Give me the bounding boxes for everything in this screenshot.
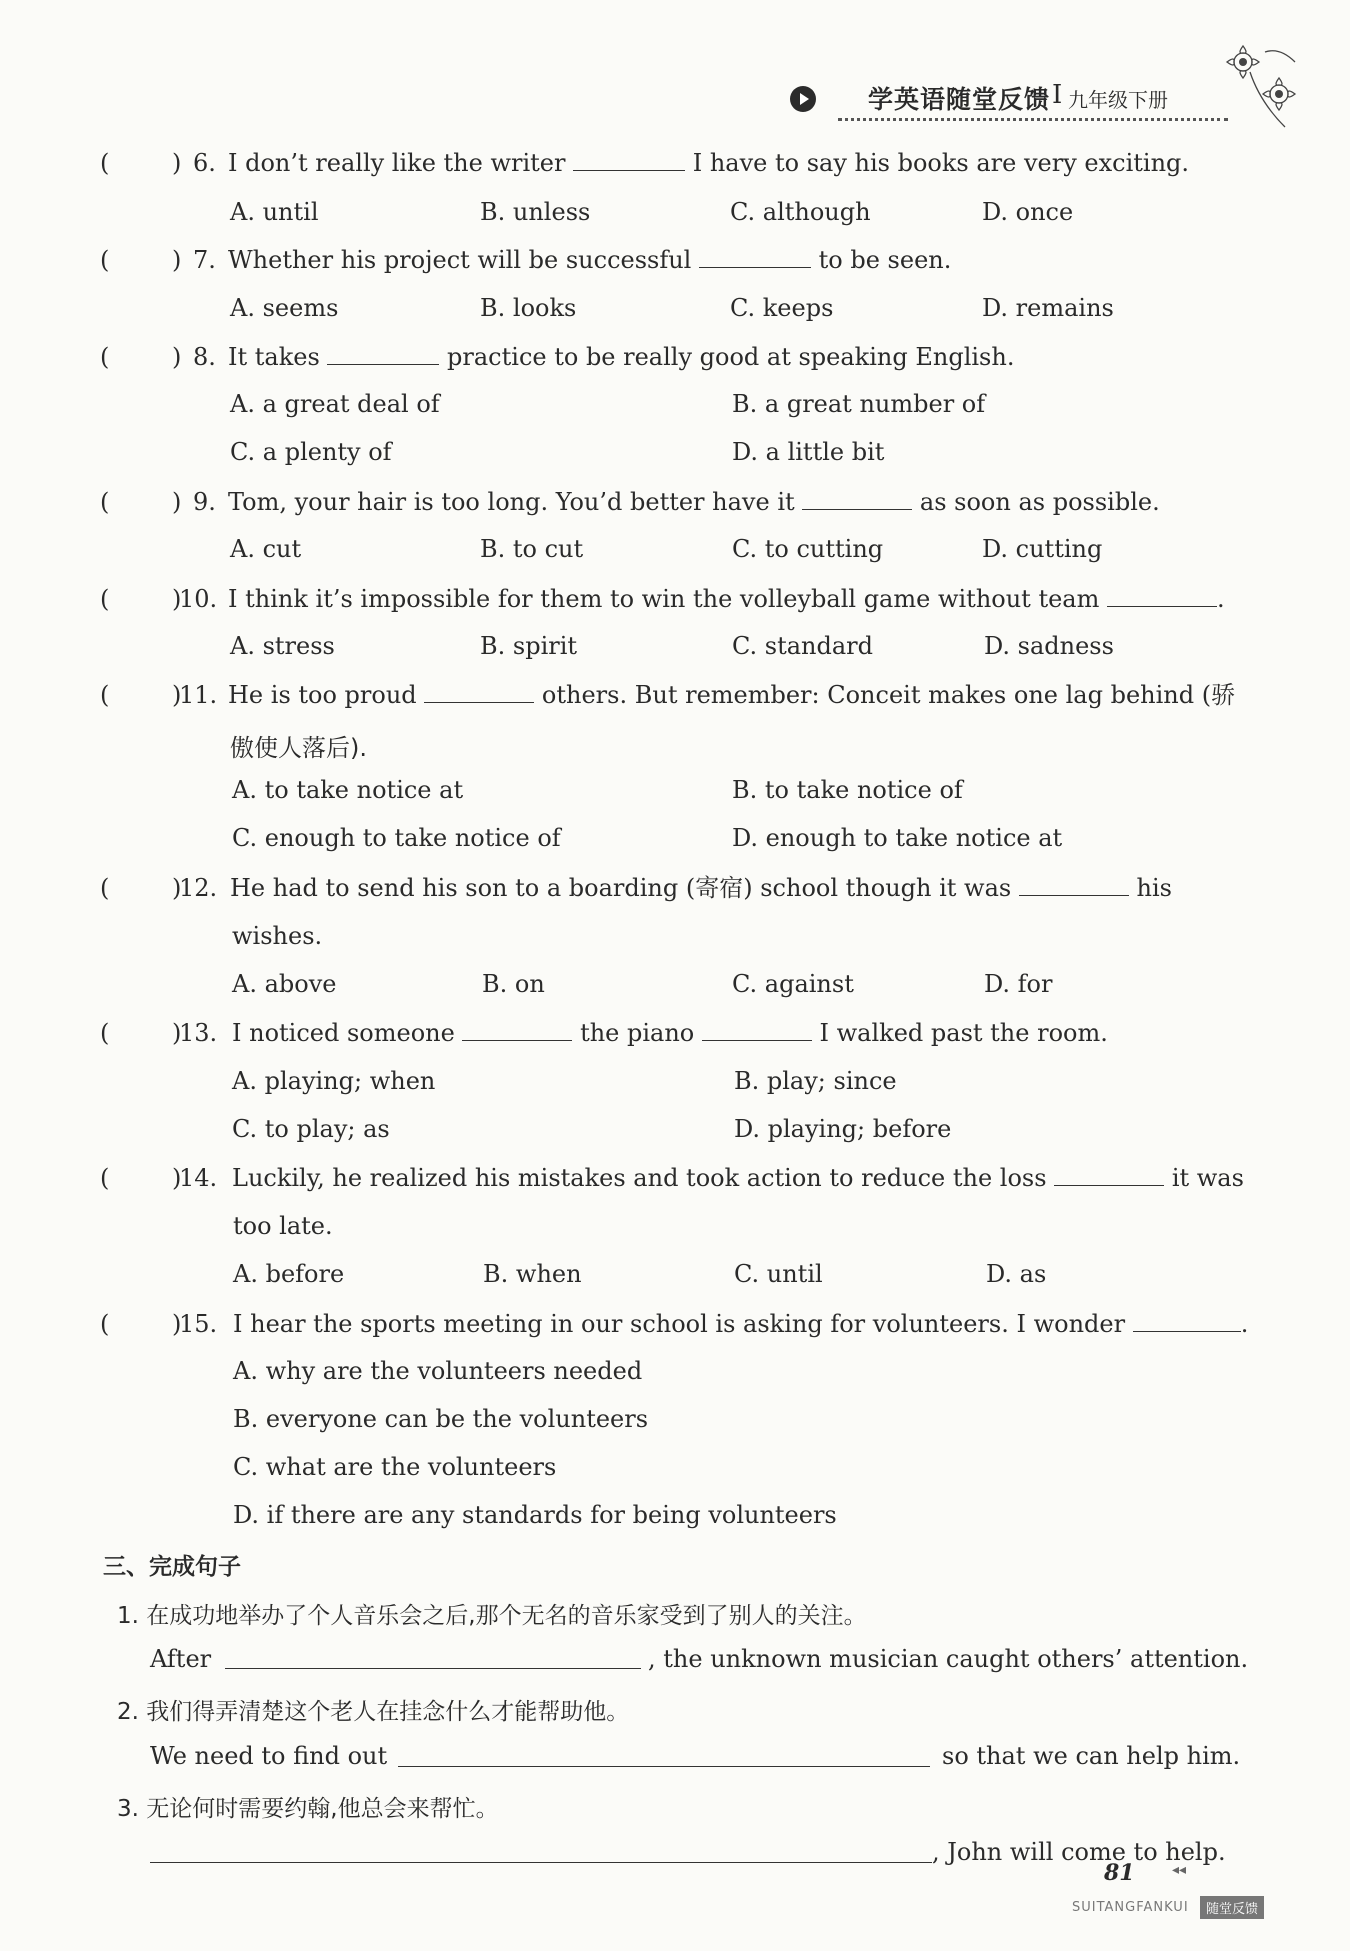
question-12: ( ) 12. He had to send his son to a boarding (寄宿) school though it was his bbox=[100, 874, 1172, 902]
back-arrows-icon: ◂◂ bbox=[1172, 1862, 1187, 1878]
answer-blank[interactable] bbox=[699, 245, 811, 268]
option-d[interactable]: D. once bbox=[982, 198, 1074, 226]
question-number: 10. bbox=[179, 585, 218, 613]
answer-blank[interactable] bbox=[327, 342, 439, 365]
option-a[interactable]: A. until bbox=[230, 198, 319, 226]
answer-blank[interactable] bbox=[802, 487, 912, 510]
footer-badge: 随堂反馈 bbox=[1200, 1896, 1264, 1919]
option-d[interactable]: D. if there are any standards for being volunteers bbox=[233, 1501, 837, 1529]
option-c[interactable]: C. enough to take notice of bbox=[232, 824, 561, 852]
flower-decoration-icon bbox=[1205, 32, 1315, 132]
translation-prompt-1: 1. 在成功地举办了个人音乐会之后,那个无名的音乐家受到了别人的关注。 bbox=[117, 1603, 867, 1629]
book-title: 学英语随堂反馈 bbox=[868, 85, 1051, 114]
question-number: 9. bbox=[193, 488, 216, 516]
option-b[interactable]: B. on bbox=[482, 970, 545, 998]
question-15: ( ) 15. I hear the sports meeting in our school is asking for volunteers. I wonder . bbox=[100, 1310, 1249, 1338]
option-d[interactable]: D. a little bit bbox=[732, 438, 885, 466]
question-stem-continued: too late. bbox=[233, 1212, 333, 1240]
answer-line-1[interactable] bbox=[225, 1668, 641, 1669]
question-number: 6. bbox=[193, 149, 216, 177]
answer-blank[interactable] bbox=[1054, 1163, 1164, 1186]
answer-line-3[interactable] bbox=[150, 1862, 932, 1863]
option-c[interactable]: C. to cutting bbox=[732, 535, 884, 563]
option-a[interactable]: A. why are the volunteers needed bbox=[233, 1357, 643, 1385]
option-b[interactable]: B. spirit bbox=[480, 632, 578, 660]
question-7: ( ) 7. Whether his project will be successful to be seen. bbox=[100, 246, 952, 274]
question-number: 7. bbox=[193, 246, 216, 274]
option-c[interactable]: C. until bbox=[734, 1260, 823, 1288]
option-b[interactable]: B. a great number of bbox=[732, 390, 986, 418]
option-a[interactable]: A. to take notice at bbox=[232, 776, 464, 804]
option-a[interactable]: A. before bbox=[233, 1260, 345, 1288]
answer-line-2[interactable] bbox=[398, 1766, 930, 1767]
question-stem: I don’t really like the writer I have to say his books are very exciting. bbox=[228, 149, 1190, 177]
answer-blank[interactable] bbox=[1019, 873, 1129, 896]
translation-prompt-2: 2. 我们得弄清楚这个老人在挂念什么才能帮助他。 bbox=[117, 1699, 630, 1725]
question-number: 15. bbox=[179, 1310, 218, 1338]
option-d[interactable]: D. playing; before bbox=[734, 1115, 952, 1143]
sentence-2-end: so that we can help him. bbox=[942, 1742, 1241, 1770]
sentence-1-start: After bbox=[150, 1645, 212, 1673]
option-a[interactable]: A. a great deal of bbox=[230, 390, 440, 418]
question-stem-continued: 傲使人落后). bbox=[230, 734, 367, 762]
question-stem: Tom, your hair is too long. You’d better have it as soon as possible. bbox=[228, 488, 1160, 516]
question-11: ( ) 11. He is too proud others. But remember: Conceit makes one lag behind (骄 bbox=[100, 681, 1236, 709]
question-stem: I noticed someone the piano I walked past the room. bbox=[232, 1019, 1108, 1047]
answer-blank[interactable] bbox=[702, 1018, 812, 1041]
question-stem: I think it’s impossible for them to win the volleyball game without team . bbox=[228, 585, 1225, 613]
option-c[interactable]: C. keeps bbox=[730, 294, 834, 322]
option-d[interactable]: D. remains bbox=[982, 294, 1114, 322]
question-number: 13. bbox=[179, 1019, 218, 1047]
question-stem: Whether his project will be successful to be seen. bbox=[228, 246, 952, 274]
answer-blank[interactable] bbox=[462, 1018, 572, 1041]
sentence-3-end: , John will come to help. bbox=[932, 1838, 1226, 1866]
answer-blank[interactable] bbox=[1107, 584, 1217, 607]
option-d[interactable]: D. cutting bbox=[982, 535, 1103, 563]
question-stem: Luckily, he realized his mistakes and took action to reduce the loss it was bbox=[232, 1164, 1244, 1192]
question-stem: He had to send his son to a boarding (寄宿) school though it was his bbox=[230, 874, 1172, 902]
answer-blank[interactable] bbox=[1133, 1309, 1241, 1332]
question-10: ( ) 10. I think it’s impossible for them to win the volleyball game without team . bbox=[100, 585, 1225, 613]
translation-prompt-3: 3. 无论何时需要约翰,他总会来帮忙。 bbox=[117, 1796, 499, 1822]
option-a[interactable]: A. above bbox=[232, 970, 337, 998]
option-b[interactable]: B. when bbox=[483, 1260, 582, 1288]
option-b[interactable]: B. to take notice of bbox=[732, 776, 963, 804]
question-number: 12. bbox=[179, 874, 218, 902]
sentence-2-start: We need to find out bbox=[150, 1742, 388, 1770]
question-8: ( ) 8. It takes practice to be really good at speaking English. bbox=[100, 343, 1015, 371]
option-c[interactable]: C. against bbox=[732, 970, 854, 998]
option-d[interactable]: D. sadness bbox=[984, 632, 1114, 660]
title-separator: I bbox=[1052, 80, 1063, 110]
answer-blank[interactable] bbox=[424, 680, 534, 703]
answer-blank[interactable] bbox=[573, 148, 685, 171]
footer-latin-text: SUITANGFANKUI bbox=[1072, 1900, 1189, 1915]
question-13: ( ) 13. I noticed someone the piano I walked past the room. bbox=[100, 1019, 1108, 1047]
play-icon bbox=[790, 86, 816, 112]
option-d[interactable]: D. for bbox=[984, 970, 1053, 998]
option-a[interactable]: A. stress bbox=[230, 632, 335, 660]
question-6: ( ) 6. I don’t really like the writer I have to say his books are very exciting. bbox=[100, 149, 1190, 177]
option-b[interactable]: B. play; since bbox=[734, 1067, 897, 1095]
question-number: 11. bbox=[179, 681, 218, 709]
option-a[interactable]: A. cut bbox=[230, 535, 302, 563]
header-dotted-rule bbox=[838, 118, 1228, 121]
option-b[interactable]: B. to cut bbox=[480, 535, 584, 563]
question-stem: It takes practice to be really good at speaking English. bbox=[228, 343, 1015, 371]
option-d[interactable]: D. enough to take notice at bbox=[732, 824, 1063, 852]
option-d[interactable]: D. as bbox=[986, 1260, 1047, 1288]
question-stem: He is too proud others. But remember: Conceit makes one lag behind (骄 bbox=[228, 681, 1236, 709]
option-a[interactable]: A. seems bbox=[230, 294, 339, 322]
option-b[interactable]: B. looks bbox=[480, 294, 577, 322]
option-c[interactable]: C. to play; as bbox=[232, 1115, 390, 1143]
option-b[interactable]: B. everyone can be the volunteers bbox=[233, 1405, 649, 1433]
question-number: 14. bbox=[179, 1164, 218, 1192]
question-14: ( ) 14. Luckily, he realized his mistakes and took action to reduce the loss it was bbox=[100, 1164, 1244, 1192]
option-c[interactable]: C. a plenty of bbox=[230, 438, 392, 466]
grade-subtitle: 九年级下册 bbox=[1068, 88, 1168, 112]
footer-brand bbox=[1072, 1896, 1272, 1920]
question-9: ( ) 9. Tom, your hair is too long. You’d better have it as soon as possible. bbox=[100, 488, 1160, 516]
question-stem-continued: wishes. bbox=[232, 922, 323, 950]
sentence-1-end: , the unknown musician caught others’ attention. bbox=[648, 1645, 1249, 1673]
option-a[interactable]: A. playing; when bbox=[232, 1067, 436, 1095]
option-c[interactable]: C. although bbox=[730, 198, 871, 226]
page-number: 81 bbox=[1104, 1860, 1135, 1886]
option-c[interactable]: C. standard bbox=[732, 632, 873, 660]
option-c[interactable]: C. what are the volunteers bbox=[233, 1453, 557, 1481]
question-stem: I hear the sports meeting in our school is asking for volunteers. I wonder . bbox=[233, 1310, 1249, 1338]
question-number: 8. bbox=[193, 343, 216, 371]
option-b[interactable]: B. unless bbox=[480, 198, 591, 226]
section-title-complete-sentences: 三、完成句子 bbox=[103, 1554, 241, 1580]
